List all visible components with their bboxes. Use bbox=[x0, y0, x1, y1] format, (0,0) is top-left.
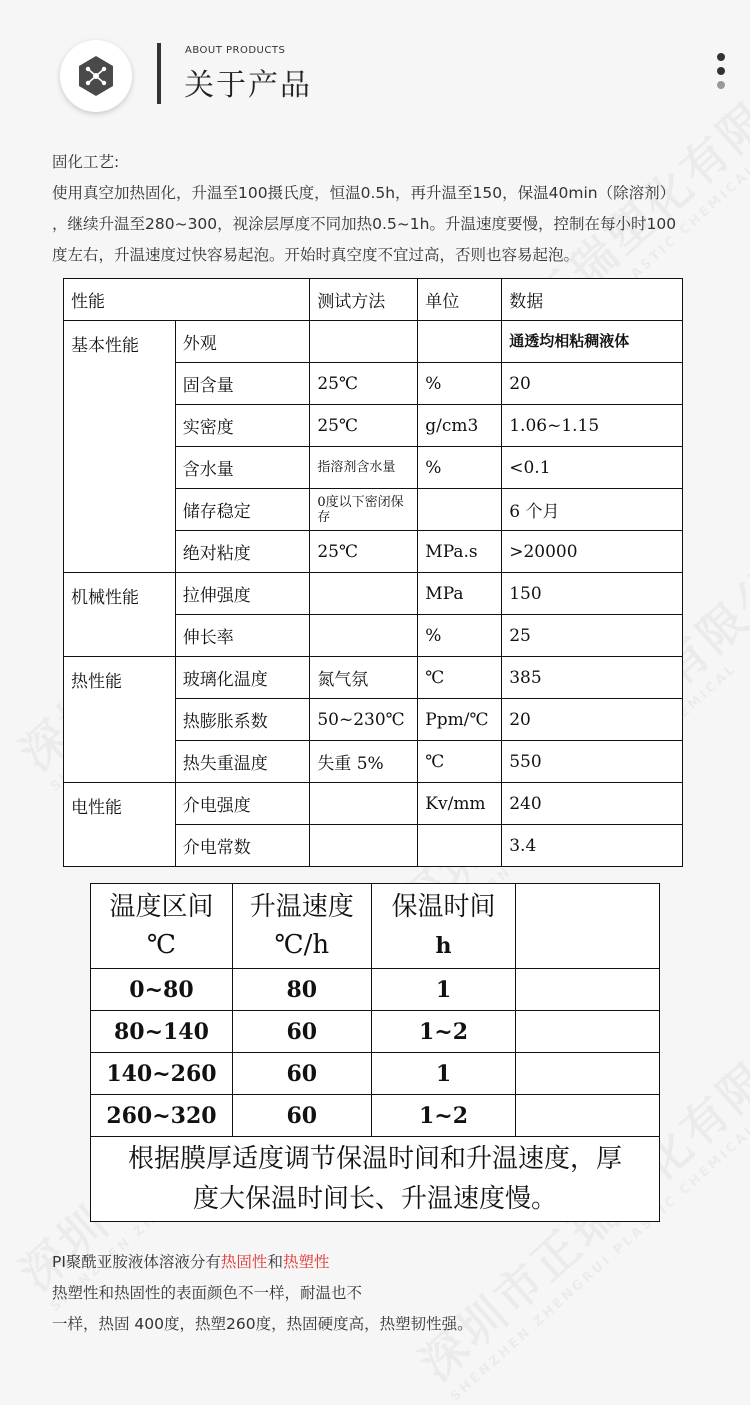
properties-table bbox=[63, 278, 683, 867]
rate-cell: 60 bbox=[232, 1053, 371, 1095]
method-cell: 失重 5% bbox=[310, 741, 418, 783]
method-cell: 氮气氛 bbox=[310, 657, 418, 699]
table-row bbox=[64, 783, 683, 825]
paragraph-line: PI聚酰亚胺液体溶液分有热固性和热塑性 bbox=[52, 1253, 330, 1271]
vertical-dots-icon bbox=[717, 67, 725, 75]
footer-text bbox=[52, 1247, 732, 1340]
paragraph-line: 使用真空加热固化，升温至100摄氏度，恒温0.5h，再升温至150，保温40min（除溶剂） bbox=[52, 184, 676, 202]
value-cell: 240 bbox=[502, 783, 683, 825]
item-cell: 固含量 bbox=[175, 363, 310, 405]
unit-cell: MPa bbox=[418, 573, 502, 615]
range-cell: 0~80 bbox=[91, 969, 233, 1011]
paragraph-line: ，继续升温至280~300，视涂层厚度不同加热0.5~1h。升温速度要慢，控制在每小时100 bbox=[52, 215, 677, 233]
highlight-text: 热塑性 bbox=[282, 1253, 330, 1271]
vertical-dots-icon bbox=[717, 81, 725, 89]
group-cell: 基本性能 bbox=[64, 321, 176, 573]
item-cell: 介电常数 bbox=[175, 825, 310, 867]
rate-cell: 80 bbox=[232, 969, 371, 1011]
unit-cell: Kv/mm bbox=[418, 783, 502, 825]
rate-cell: 60 bbox=[232, 1095, 371, 1137]
method-cell: 25℃ bbox=[310, 363, 418, 405]
unit-cell: g/cm3 bbox=[418, 405, 502, 447]
hold-cell: 1 bbox=[371, 969, 516, 1011]
method-cell bbox=[310, 783, 418, 825]
table-note: 根据膜厚适度调节保温时间和升温速度，厚 度大保温时间长、升温速度慢。 bbox=[91, 1137, 660, 1222]
item-cell: 储存稳定 bbox=[175, 489, 310, 531]
item-cell: 热膨胀系数 bbox=[175, 699, 310, 741]
unit-cell: % bbox=[418, 615, 502, 657]
page-header bbox=[0, 0, 750, 130]
method-cell: 指溶剂含水量 bbox=[310, 447, 418, 489]
group-cell: 机械性能 bbox=[64, 573, 176, 657]
header-cell: 测试方法 bbox=[310, 279, 418, 321]
table-row bbox=[64, 321, 683, 363]
hold-cell: 1~2 bbox=[371, 1011, 516, 1053]
header-cell: 单位 bbox=[418, 279, 502, 321]
header-cell: 温度区间 ℃ bbox=[91, 884, 233, 969]
value-cell: 1.06~1.15 bbox=[502, 405, 683, 447]
table-header-row bbox=[64, 279, 683, 321]
paragraph-line: 一样，热固 400度，热塑260度，热固硬度高，热塑韧性强。 bbox=[52, 1315, 473, 1333]
value-cell: 6 个月 bbox=[502, 489, 683, 531]
table-header-row bbox=[91, 884, 660, 969]
header-subtitle: ABOUT PRODUCTS bbox=[185, 45, 286, 56]
value-cell: 550 bbox=[502, 741, 683, 783]
empty-cell bbox=[516, 1011, 660, 1053]
item-cell: 拉伸强度 bbox=[175, 573, 310, 615]
group-cell: 热性能 bbox=[64, 657, 176, 783]
method-cell bbox=[310, 321, 418, 363]
value-cell: <0.1 bbox=[502, 447, 683, 489]
method-cell bbox=[310, 825, 418, 867]
unit-cell bbox=[418, 489, 502, 531]
item-cell: 热失重温度 bbox=[175, 741, 310, 783]
range-cell: 80~140 bbox=[91, 1011, 233, 1053]
unit-cell: % bbox=[418, 363, 502, 405]
method-cell: 50~230℃ bbox=[310, 699, 418, 741]
value-cell: 385 bbox=[502, 657, 683, 699]
unit-cell bbox=[418, 321, 502, 363]
header-cell: 保温时间 h bbox=[371, 884, 516, 969]
method-cell bbox=[310, 573, 418, 615]
item-cell: 外观 bbox=[175, 321, 310, 363]
paragraph-line: 热塑性和热固性的表面颜色不一样，耐温也不 bbox=[52, 1284, 363, 1302]
header-cell: 数据 bbox=[502, 279, 683, 321]
paragraph-line: 度左右，升温速度过快容易起泡。开始时真空度不宜过高，否则也容易起泡。 bbox=[52, 246, 580, 264]
table-note-row bbox=[91, 1137, 660, 1222]
highlight-text: 热固性 bbox=[220, 1253, 268, 1271]
group-cell: 电性能 bbox=[64, 783, 176, 867]
item-cell: 实密度 bbox=[175, 405, 310, 447]
value-cell: 25 bbox=[502, 615, 683, 657]
value-cell: 150 bbox=[502, 573, 683, 615]
method-cell bbox=[310, 615, 418, 657]
section-label: 固化工艺: bbox=[52, 153, 120, 171]
table-row bbox=[91, 969, 660, 1011]
method-cell: 0度以下密闭保存 bbox=[310, 489, 418, 531]
empty-cell bbox=[516, 1053, 660, 1095]
header-cell bbox=[516, 884, 660, 969]
unit-cell: MPa.s bbox=[418, 531, 502, 573]
item-cell: 玻璃化温度 bbox=[175, 657, 310, 699]
logo bbox=[60, 40, 132, 112]
table-row bbox=[64, 657, 683, 699]
method-cell: 25℃ bbox=[310, 531, 418, 573]
item-cell: 伸长率 bbox=[175, 615, 310, 657]
unit-cell: Ppm/℃ bbox=[418, 699, 502, 741]
range-cell: 260~320 bbox=[91, 1095, 233, 1137]
value-cell: >20000 bbox=[502, 531, 683, 573]
curing-schedule-table bbox=[90, 883, 660, 1222]
hold-cell: 1 bbox=[371, 1053, 516, 1095]
item-cell: 含水量 bbox=[175, 447, 310, 489]
item-cell: 介电强度 bbox=[175, 783, 310, 825]
range-cell: 140~260 bbox=[91, 1053, 233, 1095]
value-cell: 20 bbox=[502, 363, 683, 405]
curing-process-text bbox=[52, 147, 732, 271]
value-cell: 3.4 bbox=[502, 825, 683, 867]
empty-cell bbox=[516, 969, 660, 1011]
table-row bbox=[91, 1053, 660, 1095]
value-cell: 通透均相粘稠液体 bbox=[502, 321, 683, 363]
unit-cell bbox=[418, 825, 502, 867]
empty-cell bbox=[516, 1095, 660, 1137]
table-row bbox=[64, 573, 683, 615]
value-cell: 20 bbox=[502, 699, 683, 741]
header-cell: 性能 bbox=[64, 279, 310, 321]
network-hexagon-icon bbox=[74, 54, 118, 98]
header-cell: 升温速度 ℃/h bbox=[232, 884, 371, 969]
hold-cell: 1~2 bbox=[371, 1095, 516, 1137]
page-title: 关于产品 bbox=[184, 68, 312, 103]
unit-cell: ℃ bbox=[418, 741, 502, 783]
rate-cell: 60 bbox=[232, 1011, 371, 1053]
unit-cell: ℃ bbox=[418, 657, 502, 699]
method-cell: 25℃ bbox=[310, 405, 418, 447]
table-row bbox=[91, 1095, 660, 1137]
unit-cell: % bbox=[418, 447, 502, 489]
table-row bbox=[91, 1011, 660, 1053]
header-divider bbox=[157, 43, 161, 104]
vertical-dots-icon bbox=[717, 53, 725, 61]
more-menu-button[interactable] bbox=[714, 53, 728, 99]
item-cell: 绝对粘度 bbox=[175, 531, 310, 573]
